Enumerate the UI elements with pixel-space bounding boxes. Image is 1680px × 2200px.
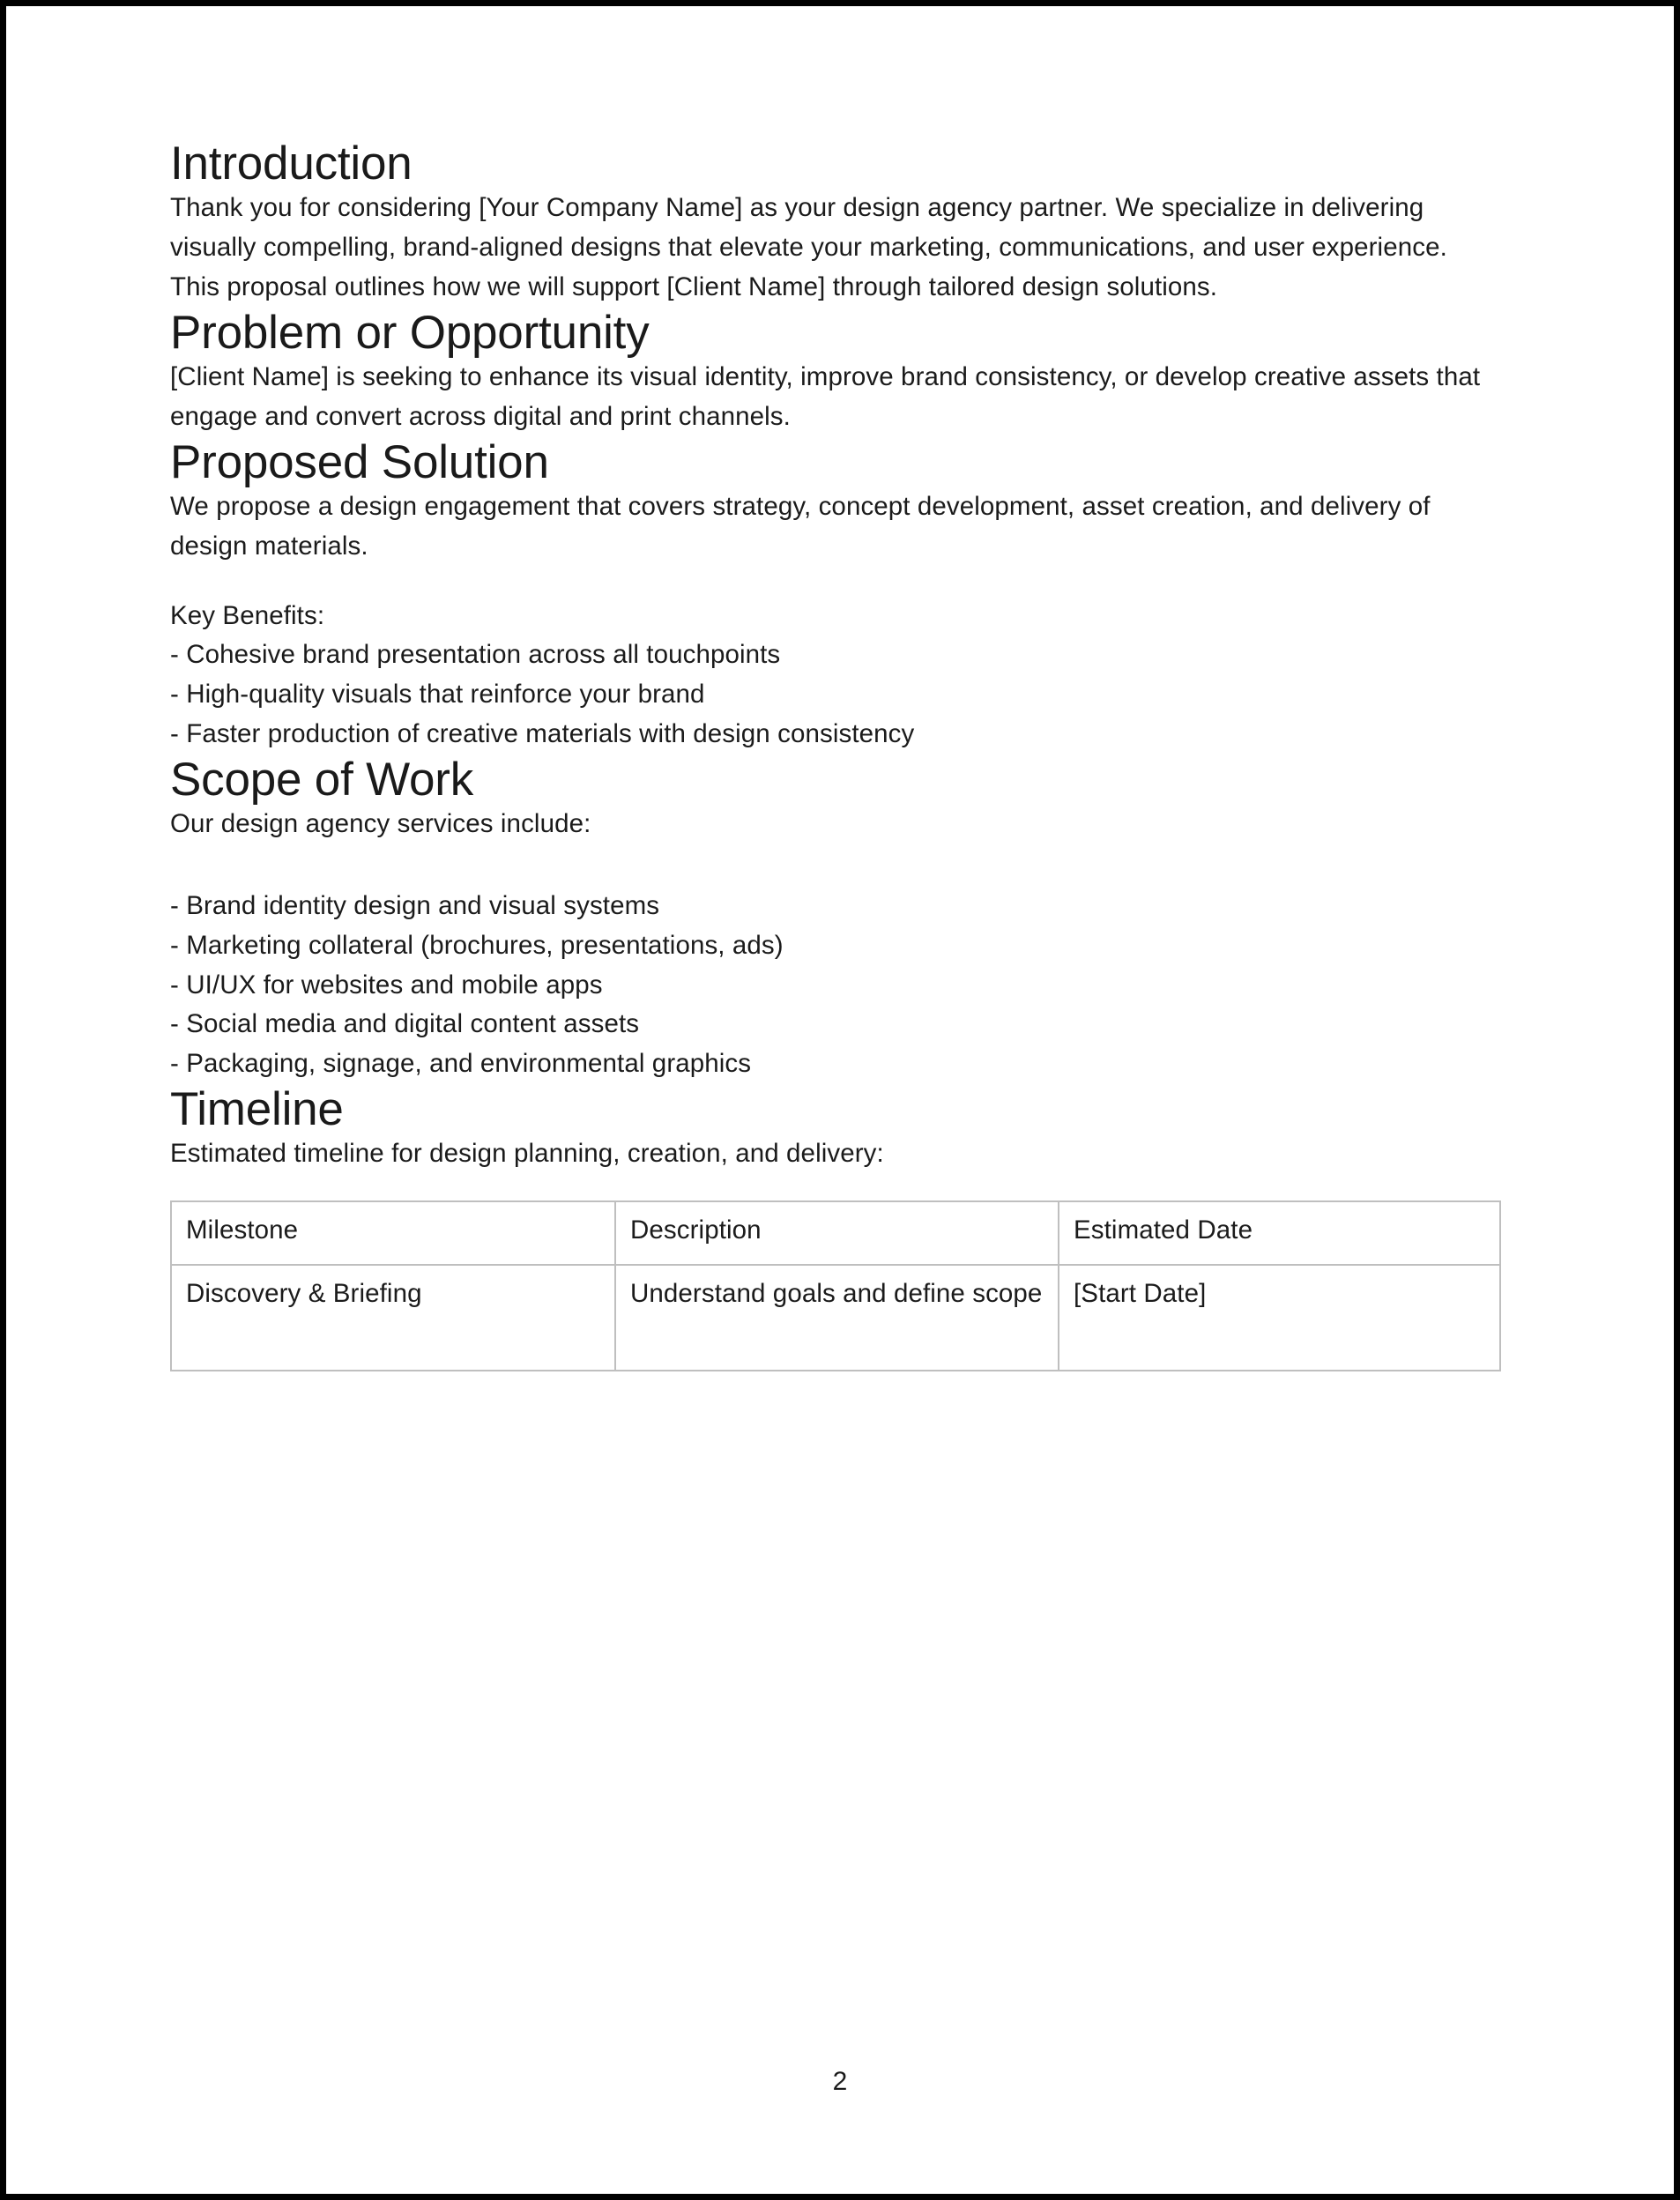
key-benefits-block <box>170 597 1506 754</box>
scope-item: - Packaging, signage, and environmental graphics <box>170 1049 752 1079</box>
timeline-intro: Estimated timeline for design planning, creation, and delivery: <box>170 1139 884 1169</box>
timeline-table <box>170 1200 1501 1371</box>
problem-paragraph-1: [Client Name] is seeking to enhance its visual identity, improve brand consistency, or develop creative assets that engage and convert across digital and print channels. <box>170 361 1481 431</box>
scope-item: - Social media and digital content assets <box>170 1009 640 1039</box>
table-cell-milestone: Discovery & Briefing <box>171 1265 615 1371</box>
table-header-estimated-date: Estimated Date <box>1059 1201 1500 1265</box>
scope-item: - Brand identity design and visual systems <box>170 890 660 920</box>
table-header-milestone: Milestone <box>171 1201 615 1265</box>
page-number: 2 <box>832 2067 848 2096</box>
table-cell-estimated-date: [Start Date] <box>1059 1265 1500 1371</box>
introduction-paragraph-1: Thank you for considering [Your Company Name] as your design agency partner. We specialize in delivering visually compelling, brand-aligned designs that elevate your marketing, communications, and user experience. <box>170 193 1447 263</box>
key-benefits-label: Key Benefits: <box>170 600 325 630</box>
heading-introduction: Introduction <box>170 138 413 190</box>
heading-problem-or-opportunity: Problem or Opportunity <box>170 306 650 359</box>
scope-of-work-intro: Our design agency services include: <box>170 809 591 839</box>
page-sheet <box>6 6 1674 2194</box>
scope-item: - UI/UX for websites and mobile apps <box>170 970 603 1000</box>
heading-proposed-solution: Proposed Solution <box>170 435 549 488</box>
proposed-solution-paragraph-1: We propose a design engagement that covers strategy, concept development, asset creation, and delivery of design materials. <box>170 491 1431 561</box>
introduction-paragraph-2: This proposal outlines how we will support [Client Name] through tailored design solutions. <box>170 271 1218 301</box>
key-benefit-item: - Faster production of creative materials with design consistency <box>170 718 915 748</box>
heading-scope-of-work: Scope of Work <box>170 753 474 806</box>
table-row <box>171 1265 1500 1371</box>
scope-of-work-list <box>170 887 1506 1084</box>
table-header-description: Description <box>615 1201 1059 1265</box>
scope-item: - Marketing collateral (brochures, presentations, ads) <box>170 930 784 960</box>
key-benefit-item: - High-quality visuals that reinforce your brand <box>170 680 705 710</box>
heading-timeline: Timeline <box>170 1083 344 1136</box>
table-cell-description: Understand goals and define scope <box>615 1265 1059 1371</box>
table-header-row <box>171 1201 1500 1265</box>
document-content <box>170 138 1506 1371</box>
key-benefit-item: - Cohesive brand presentation across all touchpoints <box>170 640 781 670</box>
